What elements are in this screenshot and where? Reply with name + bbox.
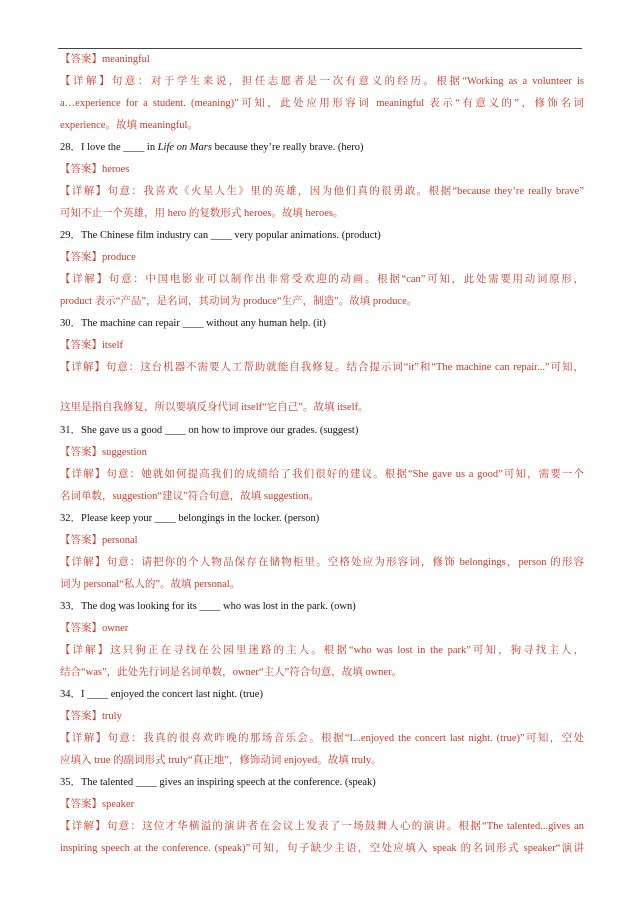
detail-line: 应填入 true 的副词形式 truly“真正地”，修饰动词 enjoyed。故填 truly。 [60,755,382,766]
detail-line: 【详解】句意：这位才华横溢的演讲者在会议上发表了一场鼓舞人心的演讲。根据“The talented...gives an [60,821,584,832]
header-rule [58,48,582,49]
question-35: 35．The talented ____ gives an inspiring speech at the conference. (speak) [60,777,376,788]
detail-line: experience。故填 meaningful。 [60,120,198,131]
question-30: 30．The machine can repair ____ without any human help. (it) [60,318,326,329]
detail-line: 这里是指自我修复，所以要填反身代词 itself“它自己”。故填 itself。 [60,402,369,413]
detail-line: 词为 personal“私人的”。故填 personal。 [60,579,241,590]
detail-line: a…experience for a student. (meaning)”可知，此处应用形容词 meaningful 表示“有意义的”，修饰名词 [60,98,584,109]
answer-line-34: 【答案】truly [60,711,122,722]
answer-line-28: 【答案】heroes [60,164,130,175]
question-28: 28．I love the ____ in Life on Mars because they’re really brave. (hero) [60,142,364,153]
detail-line: 名词单数，suggestion“建议”符合句意，故填 suggestion。 [60,491,320,502]
question-29: 29．The Chinese film industry can ____ very popular animations. (product) [60,230,381,241]
detail-line: 【详解】句意：我真的很喜欢昨晚的那场音乐会。根据“I...enjoyed the concert last night. (true)”可知，空处 [60,733,584,744]
answer-line-35: 【答案】speaker [60,799,135,810]
question-34: 34．I ____ enjoyed the concert last night. (true) [60,689,263,700]
detail-line: 【详解】句意：请把你的个人物品保存在储物柜里。空格处应为形容词，修饰 belongings，person 的形容 [60,557,585,568]
detail-line: 【详解】这只狗正在寻找在公园里迷路的主人。根据“who was lost in the park”可知，狗寻找主人， [60,645,584,656]
answer-line-27: 【答案】meaningful [60,54,150,65]
detail-line: 结合“was”，此处先行词是名词单数，owner“主人”符合句意，故填 owner。 [60,667,403,678]
detail-line: 【详解】句意：她就如何提高我们的成绩给了我们很好的建议。根据“She gave us a good”可知，需要一个 [60,469,585,480]
question-31: 31．She gave us a good ____ on how to improve our grades. (suggest) [60,425,359,436]
answer-line-31: 【答案】suggestion [60,447,147,458]
detail-line: 【详解】句意：我喜欢《火星人生》里的英雄，因为他们真的很勇敢。根据“because they’re really brave” [60,186,585,197]
answer-line-33: 【答案】owner [60,623,129,634]
detail-line: inspiring speech at the conference. (speak)”可知，句子缺少主语，空处应填入 speak 的名词形式 speaker“演讲 [60,843,584,854]
detail-line: 【详解】句意：中国电影业可以制作出非常受欢迎的动画。根据“can”可知，此处需要用动词原形， [60,274,585,285]
detail-line: 【详解】句意：这台机器不需要人工帮助就能自我修复。结合提示词“it”和“The machine can repair...”可知， [60,362,585,373]
question-32: 32．Please keep your ____ belongings in the locker. (person) [60,513,320,524]
answer-line-29: 【答案】produce [60,252,136,263]
detail-line: 【详解】句意：对于学生来说，担任志愿者是一次有意义的经历。根据“Working as a volunteer is [60,76,584,87]
detail-line: product 表示“产品”，是名词，其动词为 produce“生产，制造”。故填 produce。 [60,296,418,307]
question-33: 33．The dog was looking for its ____ who was lost in the park. (own) [60,601,356,612]
answer-line-30: 【答案】itself [60,340,123,351]
detail-line: 可知不止一个英雄，用 hero 的复数形式 heroes。故填 heroes。 [60,208,344,219]
answer-line-32: 【答案】personal [60,535,138,546]
